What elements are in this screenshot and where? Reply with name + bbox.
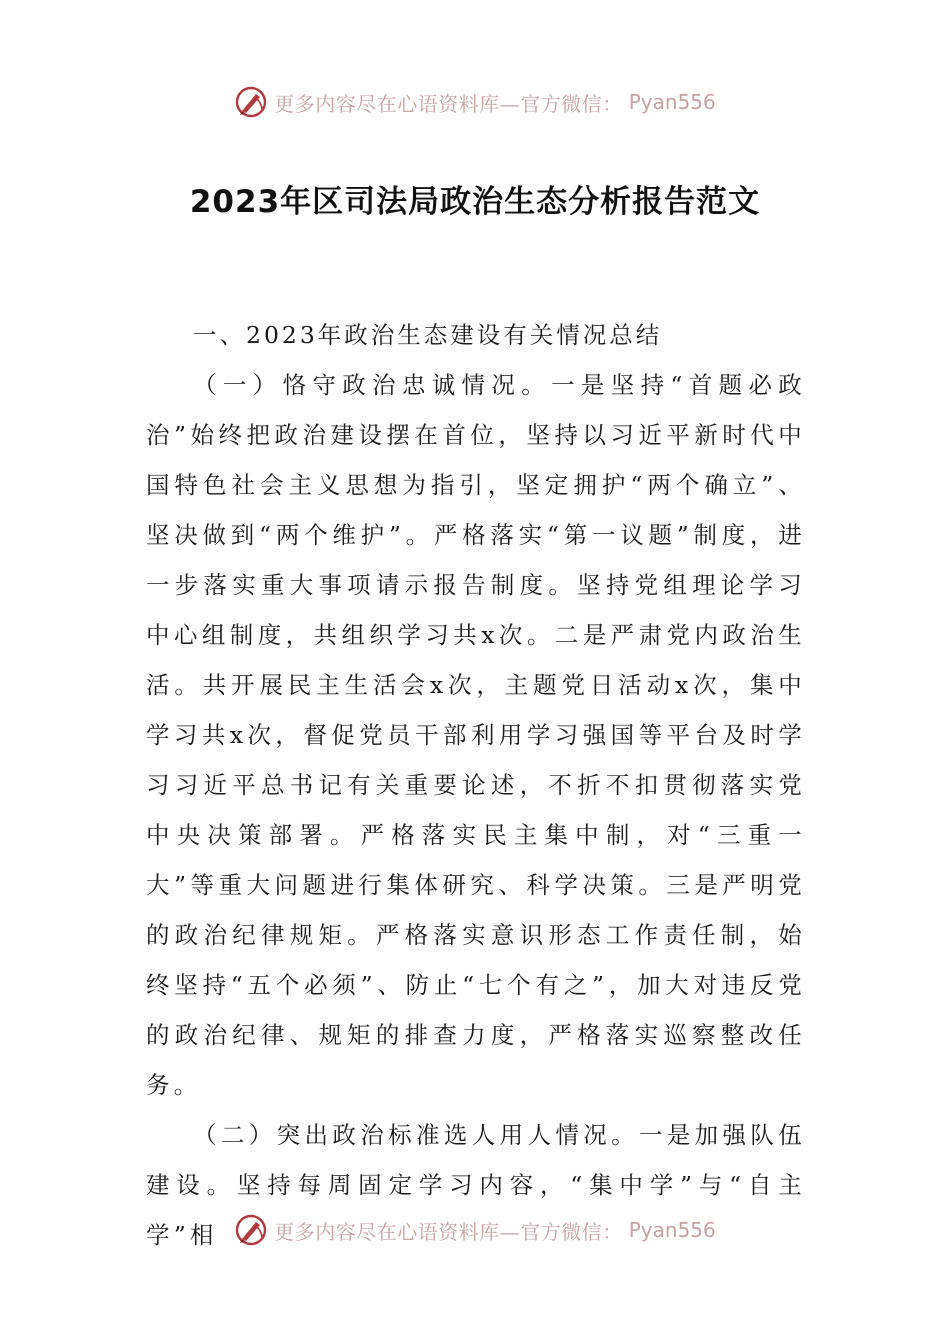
section-heading: 一、2023年政治生态建设有关情况总结 [193, 321, 663, 349]
banner-wechat-id: Pyan556 [628, 90, 716, 114]
banner-wechat-id: Pyan556 [628, 1218, 716, 1242]
header-watermark-banner [0, 82, 950, 122]
document-title: 2023年区司法局政治生态分析报告范文 [189, 184, 761, 220]
pen-logo-icon [234, 85, 268, 119]
paragraph-1: （一）恪守政治忠诚情况。一是坚持“首题必政治”始终把政治建设摆在首位，坚持以习近平新时代中国特色社会主义思想为指引，坚定拥护“两个确立”、坚决做到“两个维护”。严格落实“第一议题”制度，进一步落实重大事项请示报告制度。坚持党组理论学习中心组制度，共组织学习共x次。二是严肃党内政治生活。共开展民主生活会x次，主题党日活动x次，集中学习共x次，督促党员干部利用学习强国等平台及时学习习近平总书记有关重要论述，不折不扣贯彻落实党中央决策部署。严格落实民主集中制，对“三重一大”等重大问题进行集体研究、科学决策。三是严明党的政治纪律规矩。严格落实意识形态工作责任制，始终坚持“五个必须”、防止“七个有之”，加大对违反党的政治纪律、规矩的排查力度，严格落实巡察整改任务。 [146, 371, 806, 1099]
paragraph-2: （二）突出政治标准选人用人情况。一是加强队伍建设。坚持每周固定学习内容，“集中学”与“自主学”相 [146, 1121, 806, 1249]
footer-watermark-banner [0, 1210, 950, 1250]
document-body [146, 310, 806, 1260]
pen-logo-icon [234, 1213, 268, 1247]
banner-text: 更多内容尽在心语资料库—官方微信： [274, 91, 623, 116]
banner-text: 更多内容尽在心语资料库—官方微信： [274, 1219, 623, 1244]
